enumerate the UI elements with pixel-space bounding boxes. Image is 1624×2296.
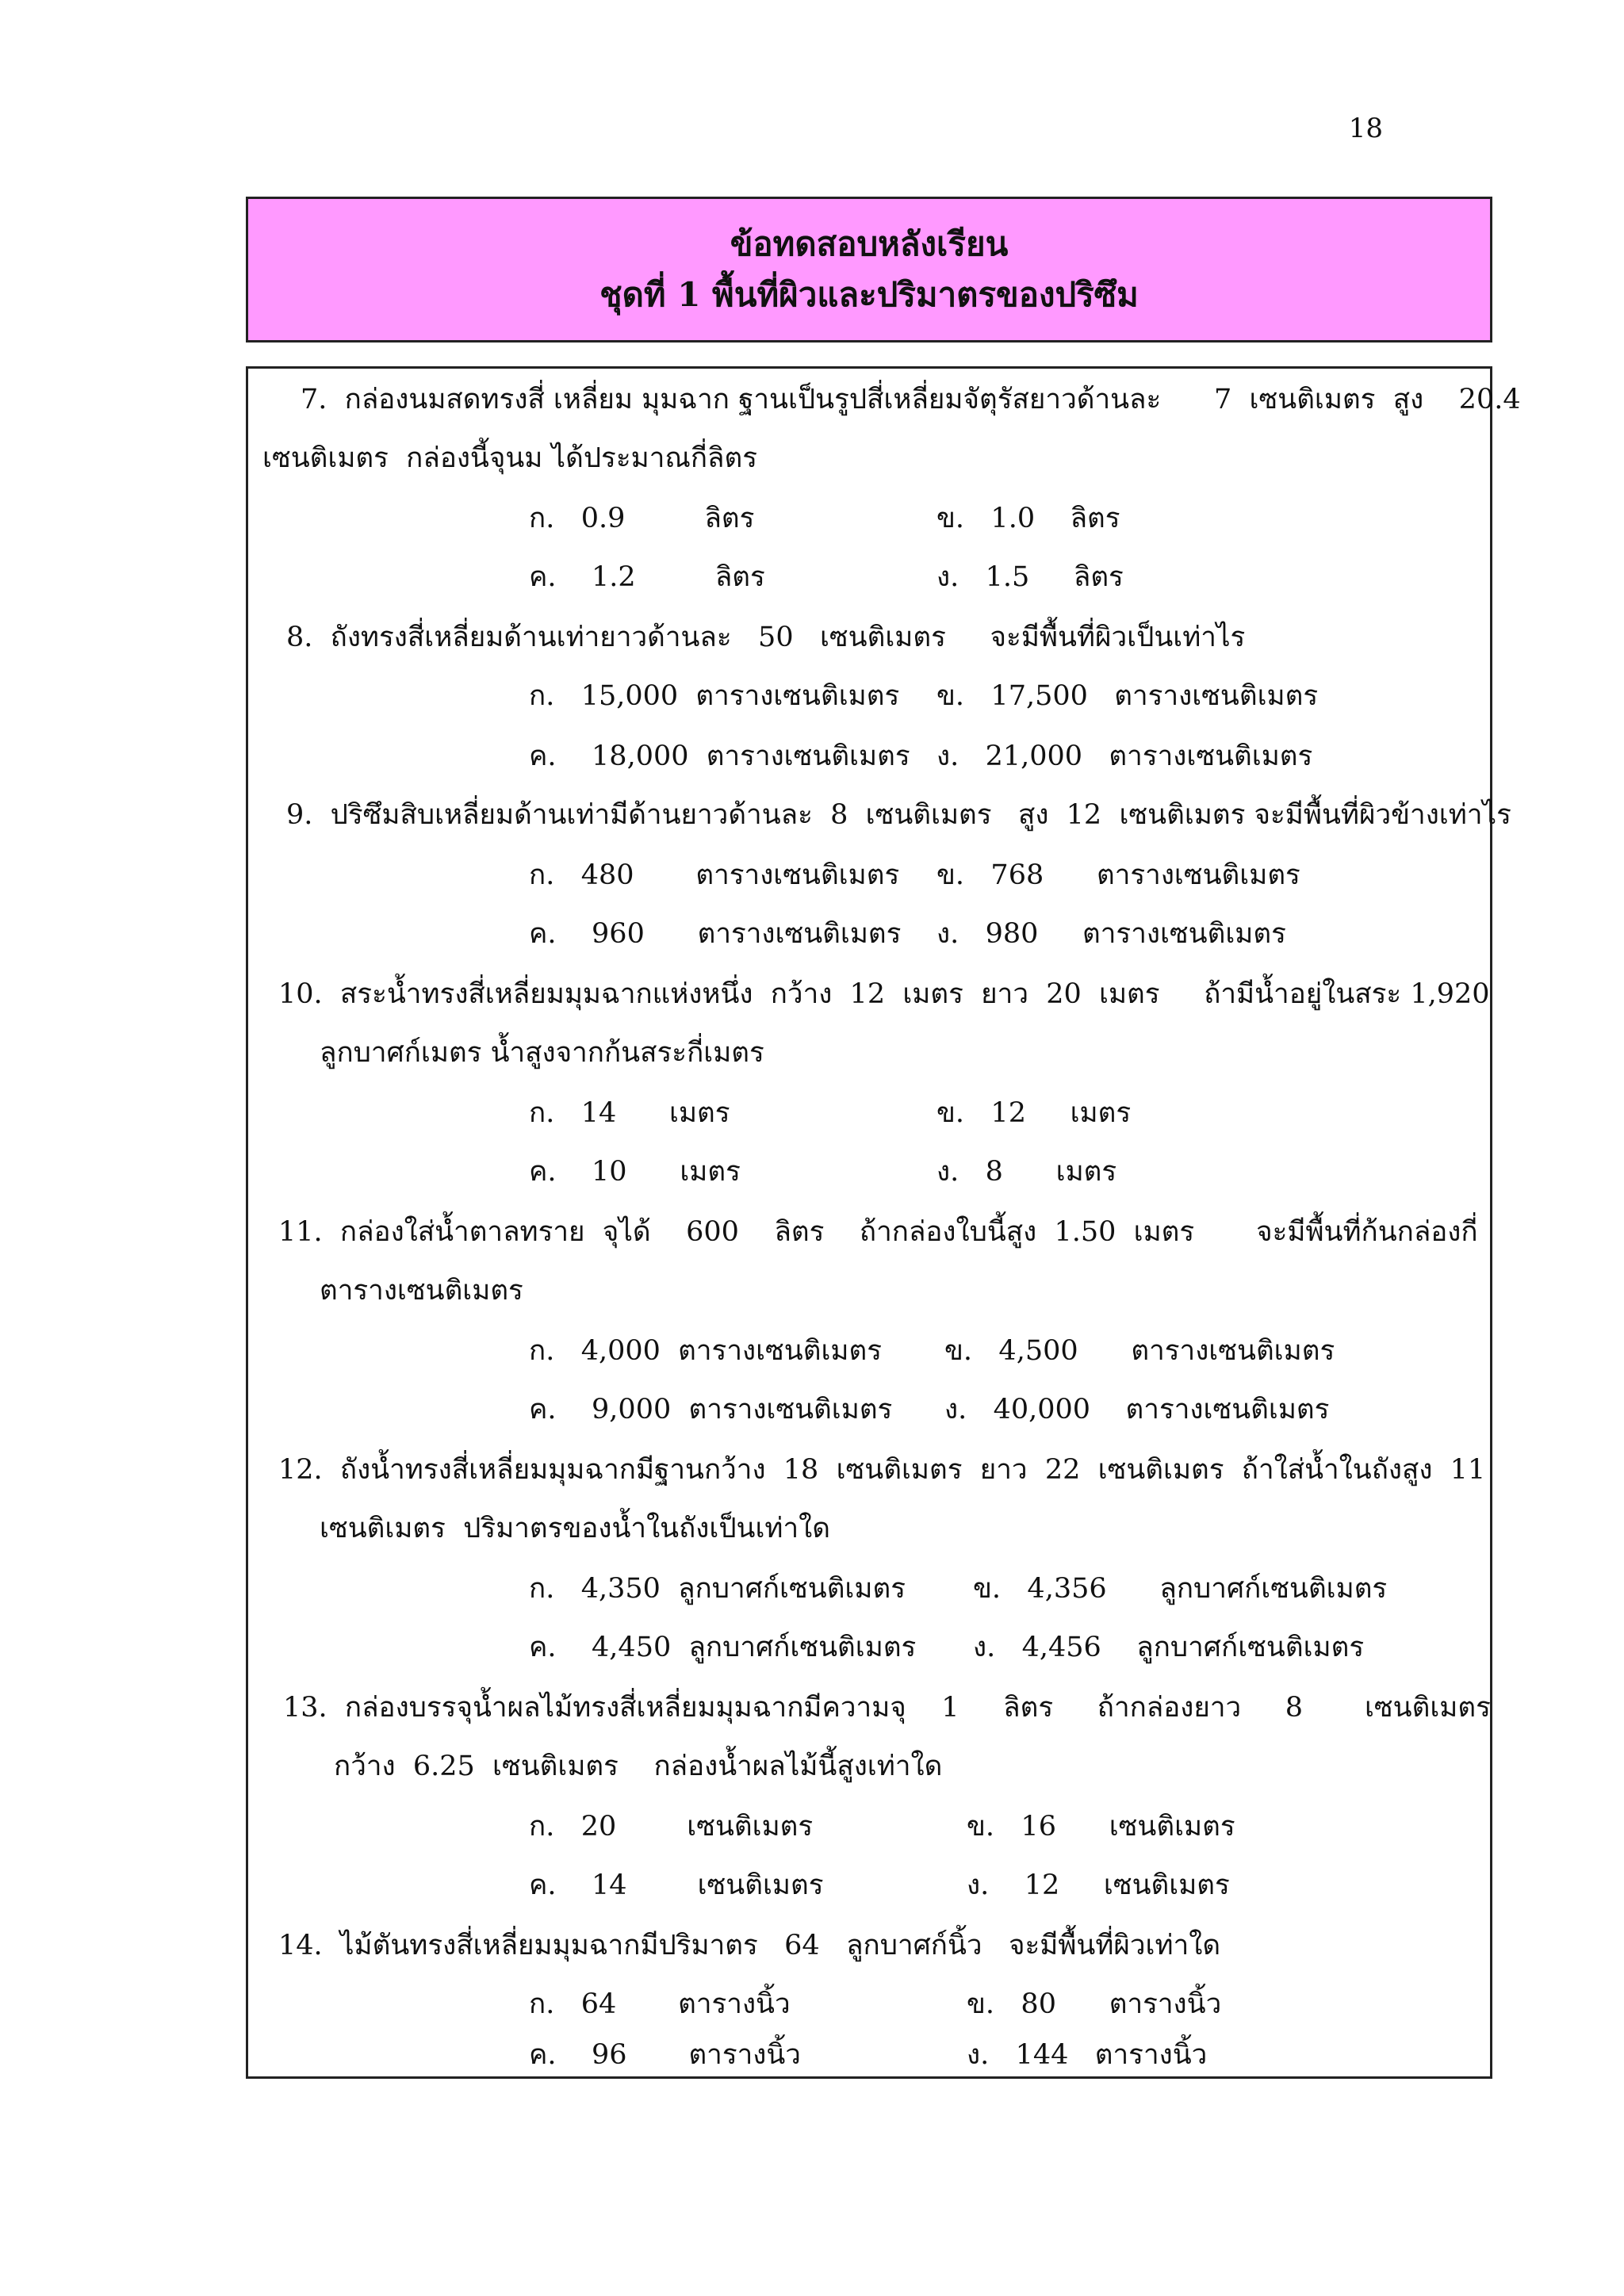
question-13-option-c: ค. 14 เซนติเมตร — [529, 1869, 824, 1901]
question-14-option-a: ก. 64 ตารางนิ้ว — [529, 1988, 791, 2020]
questions-box — [246, 366, 1521, 2079]
question-10-text: 10. สระน้ำทรงสี่เหลี่ยมมุมฉากแห่งหนึ่ง กว้าง 12 เมตร ยาว 20 เมตร ถ้ามีน้ำอยู่ในสระ 1,920 — [278, 978, 1490, 1010]
question-14-option-d: ง. 144 ตารางนิ้ว — [967, 2039, 1208, 2071]
question-11-option-a: ก. 4,000 ตารางเซนติเมตร — [529, 1335, 883, 1367]
question-10-option-d: ง. 8 เมตร — [936, 1156, 1117, 1188]
question-8-option-a: ก. 15,000 ตารางเซนติเมตร — [529, 680, 900, 712]
question-9-option-a: ก. 480 ตารางเซนติเมตร — [529, 859, 900, 891]
question-13-text-cont: กว้าง 6.25 เซนติเมตร กล่องน้ำผลไม้นี้สูงเท่าใด — [334, 1751, 943, 1782]
test-header-box — [246, 197, 1492, 342]
question-7-option-a: ก. 0.9 ลิตร — [529, 503, 755, 534]
question-9-option-d: ง. 980 ตารางเซนติเมตร — [936, 918, 1286, 950]
question-9-option-b: ข. 768 ตารางเซนติเมตร — [936, 859, 1300, 891]
question-7-option-c: ค. 1.2 ลิตร — [529, 561, 765, 593]
question-11-option-d: ง. 40,000 ตารางเซนติเมตร — [944, 1394, 1330, 1425]
question-12-text-cont: เซนติเมตร ปริมาตรของน้ำในถังเป็นเท่าใด — [320, 1513, 830, 1544]
question-10-option-b: ข. 12 เมตร — [936, 1097, 1132, 1129]
question-14-option-c: ค. 96 ตารางนิ้ว — [529, 2039, 801, 2071]
question-10-text-cont: ลูกบาศก์เมตร น้ำสูงจากก้นสระกี่เมตร — [320, 1037, 764, 1069]
question-10-option-a: ก. 14 เมตร — [529, 1097, 730, 1129]
question-14-option-b: ข. 80 ตารางนิ้ว — [967, 1988, 1222, 2020]
test-subtitle: ชุดที่ 1 พื้นที่ผิวและปริมาตรของปริซึม — [599, 275, 1139, 314]
question-13-option-b: ข. 16 เซนติเมตร — [967, 1811, 1235, 1843]
question-12-option-c: ค. 4,450 ลูกบาศก์เซนติเมตร — [529, 1632, 917, 1663]
question-8-text: 8. ถังทรงสี่เหลี่ยมด้านเท่ายาวด้านละ 50 เซนติเมตร จะมีพื้นที่ผิวเป็นเท่าไร — [286, 622, 1246, 653]
question-7-option-d: ง. 1.5 ลิตร — [936, 561, 1124, 593]
question-7-option-b: ข. 1.0 ลิตร — [936, 503, 1120, 534]
question-11-option-c: ค. 9,000 ตารางเซนติเมตร — [529, 1394, 893, 1425]
question-9-option-c: ค. 960 ตารางเซนติเมตร — [529, 918, 902, 950]
question-11-text-cont: ตารางเซนติเมตร — [320, 1275, 523, 1307]
question-8-option-b: ข. 17,500 ตารางเซนติเมตร — [936, 680, 1319, 712]
question-12-option-b: ข. 4,356 ลูกบาศก์เซนติเมตร — [973, 1573, 1388, 1605]
question-11-option-b: ข. 4,500 ตารางเซนติเมตร — [944, 1335, 1335, 1367]
page-number: 18 — [1348, 113, 1383, 144]
question-8-option-c: ค. 18,000 ตารางเซนติเมตร — [529, 740, 910, 772]
question-12-option-a: ก. 4,350 ลูกบาศก์เซนติเมตร — [529, 1573, 906, 1605]
question-12-option-d: ง. 4,456 ลูกบาศก์เซนติเมตร — [973, 1632, 1365, 1663]
question-7-text-cont: เซนติเมตร กล่องนี้จุนม ได้ประมาณกี่ลิตร — [262, 442, 758, 474]
question-8-option-d: ง. 21,000 ตารางเซนติเมตร — [936, 740, 1313, 772]
question-13-option-a: ก. 20 เซนติเมตร — [529, 1811, 814, 1843]
question-9-text: 9. ปริซึมสิบเหลี่ยมด้านเท่ามีด้านยาวด้านละ 8 เซนติเมตร สูง 12 เซนติเมตร จะมีพื้นที่ผิวข้างเท่าไร — [286, 799, 1511, 831]
question-11-text: 11. กล่องใส่น้ำตาลทราย จุได้ 600 ลิตร ถ้ากล่องใบนี้สูง 1.50 เมตร จะมีพื้นที่ก้นกล่องกี่ — [278, 1216, 1478, 1248]
question-13-option-d: ง. 12 เซนติเมตร — [967, 1869, 1230, 1901]
question-14-text: 14. ไม้ตันทรงสี่เหลี่ยมมุมฉากมีปริมาตร 64 ลูกบาศก์นิ้ว จะมีพื้นที่ผิวเท่าใด — [278, 1930, 1221, 1961]
test-title: ข้อทดสอบหลังเรียน — [730, 224, 1009, 263]
question-12-text: 12. ถังน้ำทรงสี่เหลี่ยมมุมฉากมีฐานกว้าง 18 เซนติเมตร ยาว 22 เซนติเมตร ถ้าใส่น้ำในถังสูง 11 — [278, 1454, 1486, 1486]
question-10-option-c: ค. 10 เมตร — [529, 1156, 741, 1188]
question-13-text: 13. กล่องบรรจุน้ำผลไม้ทรงสี่เหลี่ยมมุมฉากมีความจุ 1 ลิตร ถ้ากล่องยาว 8 เซนติเมตร — [283, 1692, 1491, 1724]
question-7-text: 7. กล่องนมสดทรงสี่ เหลี่ยม มุมฉาก ฐานเป็นรูปสี่เหลี่ยมจัตุรัสยาวด้านละ 7 เซนติเมตร สูง 20.4 — [301, 384, 1521, 415]
